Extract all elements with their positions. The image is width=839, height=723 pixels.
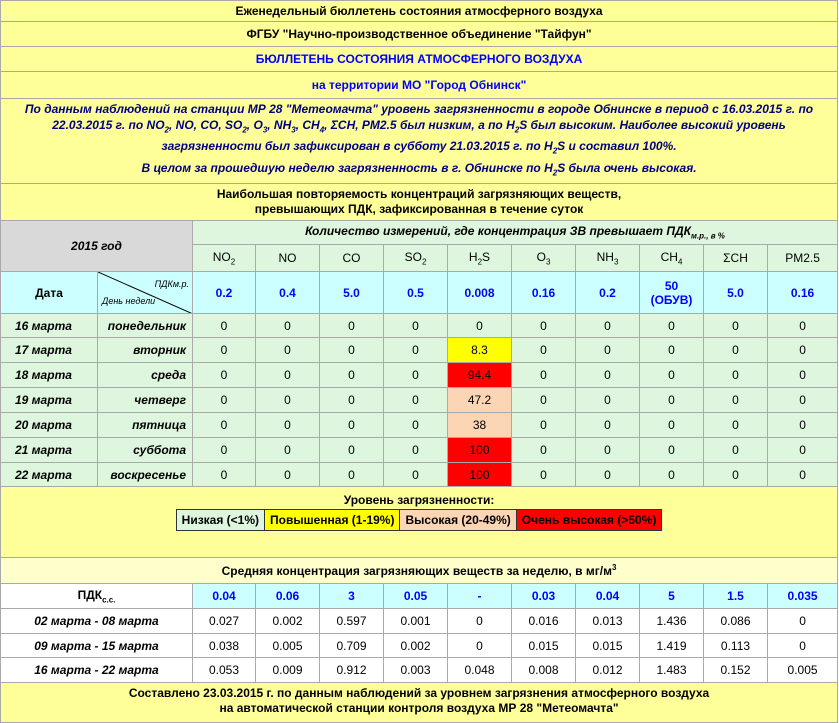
row-date: 17 марта (1, 338, 98, 363)
cell-value: 0 (320, 314, 384, 338)
cell-value: 0 (193, 388, 256, 413)
avg-value: 0 (768, 609, 838, 634)
summary-line-1: По данным наблюдений на станции МР 28 "Метеомачта" уровень загрязненности в городе Обнинске в период с 16.03.2015 г. по (24, 102, 814, 116)
avg-value: 1.419 (640, 634, 704, 658)
territory-title: на территории МО "Город Обнинск" (1, 72, 838, 99)
avg-value: 0.597 (320, 609, 384, 634)
cell-value: 0 (384, 388, 448, 413)
row-weekday: четверг (98, 388, 193, 413)
cell-value: 0 (768, 388, 838, 413)
pdk-value: 0.16 (768, 272, 838, 314)
row-weekday: вторник (98, 338, 193, 363)
cell-value: 0 (256, 463, 320, 487)
pdk-value: 5.0 (320, 272, 384, 314)
pollutant-header: $CH_4$ (640, 245, 704, 272)
cell-value: 0 (193, 413, 256, 438)
pollutant-header: CO (320, 245, 384, 272)
pollutant-header: $SO_2$ (384, 245, 448, 272)
pdk-weekday-header (98, 272, 193, 314)
avg-value: 0.912 (320, 658, 384, 683)
cell-value: 0 (256, 338, 320, 363)
cell-value: 0 (320, 338, 384, 363)
period-label: 16 марта - 22 марта (1, 658, 193, 683)
avg-value: 0.005 (256, 634, 320, 658)
period-label: 02 марта - 08 марта (1, 609, 193, 634)
cell-value: 0 (512, 314, 576, 338)
row-date: 19 марта (1, 388, 98, 413)
avg-value: 0.086 (704, 609, 768, 634)
cell-value: 0 (384, 338, 448, 363)
pollutant-header: $NH_3$ (576, 245, 640, 272)
avg-value: 0.113 (704, 634, 768, 658)
avg-value: 0.709 (320, 634, 384, 658)
avg-value: 0.001 (384, 609, 448, 634)
cell-value-h2s: 38 (448, 413, 512, 438)
cell-value: 0 (193, 363, 256, 388)
measure-label: Количество измерений, где концентрация ЗВ превышает $ПДК_{м.р., в \%}$ (193, 221, 838, 245)
cell-value: 0 (512, 363, 576, 388)
legend-item-high: Высокая (20-49%) (400, 510, 516, 530)
pdk-ss-value: 3 (320, 584, 384, 609)
cell-value: 0 (768, 463, 838, 487)
legend-scale (176, 509, 663, 531)
pdk-value: 0.16 (512, 272, 576, 314)
cell-value-h2s: 8.3 (448, 338, 512, 363)
legend-item-low: Низкая (<1%) (177, 510, 265, 530)
pdk-ss-value: 0.05 (384, 584, 448, 609)
cell-value: 0 (768, 438, 838, 463)
cell-value: 0 (640, 413, 704, 438)
period-label: 09 марта - 15 марта (1, 634, 193, 658)
avg-value: 0.015 (576, 634, 640, 658)
row-weekday: среда (98, 363, 193, 388)
cell-value: 0 (704, 413, 768, 438)
cell-value: 0 (576, 314, 640, 338)
pollution-level-legend (1, 487, 838, 558)
cell-value: 0 (384, 363, 448, 388)
cell-value: 0 (640, 438, 704, 463)
cell-value: 0 (576, 413, 640, 438)
cell-value: 0 (256, 413, 320, 438)
avg-value: 0.015 (512, 634, 576, 658)
row-weekday: суббота (98, 438, 193, 463)
summary-text (1, 99, 838, 184)
cell-value: 0 (704, 463, 768, 487)
pdk-label: ПДКм.р. (154, 279, 189, 290)
cell-value: 0 (704, 363, 768, 388)
cell-value: 0 (512, 438, 576, 463)
pollutant-header: NO (256, 245, 320, 272)
cell-value: 0 (768, 363, 838, 388)
avg-value: 0.008 (512, 658, 576, 683)
repeatability-title: Наибольшая повторяемость концентраций загрязняющих веществ, превышающих ПДК, зафиксированная в течение суток (1, 184, 838, 221)
row-weekday: пятница (98, 413, 193, 438)
avg-value: 0.048 (448, 658, 512, 683)
cell-value: 0 (256, 363, 320, 388)
footer-note: Составлено 23.03.2015 г. по данным наблюдений за уровнем загрязнения атмосферного воздуха на автоматической станции контроля воздуха МР 28 "Метеомачта" (1, 683, 838, 723)
pollutant-header: ΣCH (704, 245, 768, 272)
cell-value: 0 (320, 388, 384, 413)
cell-value: 0 (320, 438, 384, 463)
organization-name: ФГБУ "Научно-производственное объединение "Тайфун" (1, 22, 838, 47)
avg-value: 0.005 (768, 658, 838, 683)
cell-value: 0 (768, 413, 838, 438)
cell-value-h2s: 100 (448, 438, 512, 463)
avg-value: 0.003 (384, 658, 448, 683)
cell-value: 0 (704, 388, 768, 413)
row-date: 22 марта (1, 463, 98, 487)
pdk-ss-label: $ПДК_{с.с.}$ (1, 584, 193, 609)
avg-value: 0.027 (193, 609, 256, 634)
avg-value: 0 (448, 634, 512, 658)
pdk-ss-value: 0.04 (576, 584, 640, 609)
pollutant-header: $O_3$ (512, 245, 576, 272)
avg-value: 0.012 (576, 658, 640, 683)
cell-value: 0 (640, 338, 704, 363)
row-date: 21 марта (1, 438, 98, 463)
bulletin-weekly-title: Еженедельный бюллетень состояния атмосферного воздуха (1, 1, 838, 22)
cell-value: 0 (512, 338, 576, 363)
cell-value: 0 (704, 314, 768, 338)
cell-value: 0 (256, 388, 320, 413)
cell-value: 0 (768, 314, 838, 338)
pdk-ss-value: - (448, 584, 512, 609)
cell-value: 0 (768, 338, 838, 363)
cell-value: 0 (704, 438, 768, 463)
legend-item-very-high: Очень высокая (>50%) (517, 510, 662, 530)
avg-value: 0.016 (512, 609, 576, 634)
pollutant-header: $H_2S$ (448, 245, 512, 272)
pollutant-header: $NO_2$ (193, 245, 256, 272)
cell-value-h2s: 47.2 (448, 388, 512, 413)
cell-value-h2s: 100 (448, 463, 512, 487)
cell-value: 0 (384, 314, 448, 338)
cell-value: 0 (384, 413, 448, 438)
row-date: 16 марта (1, 314, 98, 338)
pdk-ss-value: 0.035 (768, 584, 838, 609)
pdk-ss-value: 5 (640, 584, 704, 609)
cell-value: 0 (640, 314, 704, 338)
row-date: 20 марта (1, 413, 98, 438)
pdk-value: 0.5 (384, 272, 448, 314)
weekday-label: День недели (102, 296, 156, 307)
pdk-value: 0.008 (448, 272, 512, 314)
cell-value: 0 (576, 438, 640, 463)
avg-value: 1.483 (640, 658, 704, 683)
legend-item-elevated: Повышенная (1-19%) (265, 510, 400, 530)
avg-value: 0.013 (576, 609, 640, 634)
avg-value: 0.053 (193, 658, 256, 683)
cell-value: 0 (576, 388, 640, 413)
cell-value-h2s: 0 (448, 314, 512, 338)
summary-line-4: В целом за прошедшую неделю загрязненность в г. Обнинске по $H_2S$ была очень высокая. (141, 160, 697, 178)
cell-value: 0 (576, 463, 640, 487)
pdk-value: 0.2 (193, 272, 256, 314)
cell-value: 0 (193, 338, 256, 363)
cell-value: 0 (256, 314, 320, 338)
row-date: 18 марта (1, 363, 98, 388)
cell-value-h2s: 94.4 (448, 363, 512, 388)
pdk-value: 5.0 (704, 272, 768, 314)
cell-value: 0 (640, 388, 704, 413)
cell-value: 0 (384, 463, 448, 487)
cell-value: 0 (704, 338, 768, 363)
cell-value: 0 (576, 338, 640, 363)
cell-value: 0 (512, 413, 576, 438)
cell-value: 0 (640, 463, 704, 487)
avg-value: 0.009 (256, 658, 320, 683)
cell-value: 0 (193, 463, 256, 487)
cell-value: 0 (320, 413, 384, 438)
cell-value: 0 (256, 438, 320, 463)
summary-line-2: 22.03.2015 г. по $NO_2$, NO, CO, $SO_2$, $O_3$, $NH_3$, $CH_4$, ΣCH, PM2.5 был низким, а по $H_2S$ был высоким. Наиболее высокий уровень (52, 118, 786, 135)
avg-value: 0 (448, 609, 512, 634)
pdk-ss-value: 0.03 (512, 584, 576, 609)
avg-value: 0.038 (193, 634, 256, 658)
pdk-ss-value: 1.5 (704, 584, 768, 609)
pdk-value: 0.4 (256, 272, 320, 314)
pdk-ss-value: 0.04 (193, 584, 256, 609)
avg-value: 0.002 (384, 634, 448, 658)
pollutant-header: PM2.5 (768, 245, 838, 272)
cell-value: 0 (640, 363, 704, 388)
row-weekday: воскресенье (98, 463, 193, 487)
cell-value: 0 (320, 463, 384, 487)
summary-line-3: загрязненности был зафиксирован в субботу 21.03.2015 г. по $H_2S$ и составил 100%. (161, 139, 677, 156)
avg-value: 0.002 (256, 609, 320, 634)
legend-title: Уровень загрязненности: (343, 493, 495, 508)
cell-value: 0 (193, 314, 256, 338)
row-weekday: понедельник (98, 314, 193, 338)
cell-value: 0 (512, 388, 576, 413)
pdk-value: 0.2 (576, 272, 640, 314)
cell-value: 0 (384, 438, 448, 463)
pdk-value-ch4: 50 (ОБУВ) (640, 272, 704, 314)
average-concentration-title: Средняя концентрация загрязняющих веществ за неделю, в $мг/м^3$ (1, 558, 838, 584)
avg-value: 1.436 (640, 609, 704, 634)
bulletin-title: БЮЛЛЕТЕНЬ СОСТОЯНИЯ АТМОСФЕРНОГО ВОЗДУХА (1, 47, 838, 72)
cell-value: 0 (320, 363, 384, 388)
year-label: 2015 год (1, 221, 193, 272)
avg-value: 0 (768, 634, 838, 658)
cell-value: 0 (576, 363, 640, 388)
avg-value: 0.152 (704, 658, 768, 683)
date-label: Дата (1, 272, 98, 314)
cell-value: 0 (512, 463, 576, 487)
pdk-ss-value: 0.06 (256, 584, 320, 609)
cell-value: 0 (193, 438, 256, 463)
